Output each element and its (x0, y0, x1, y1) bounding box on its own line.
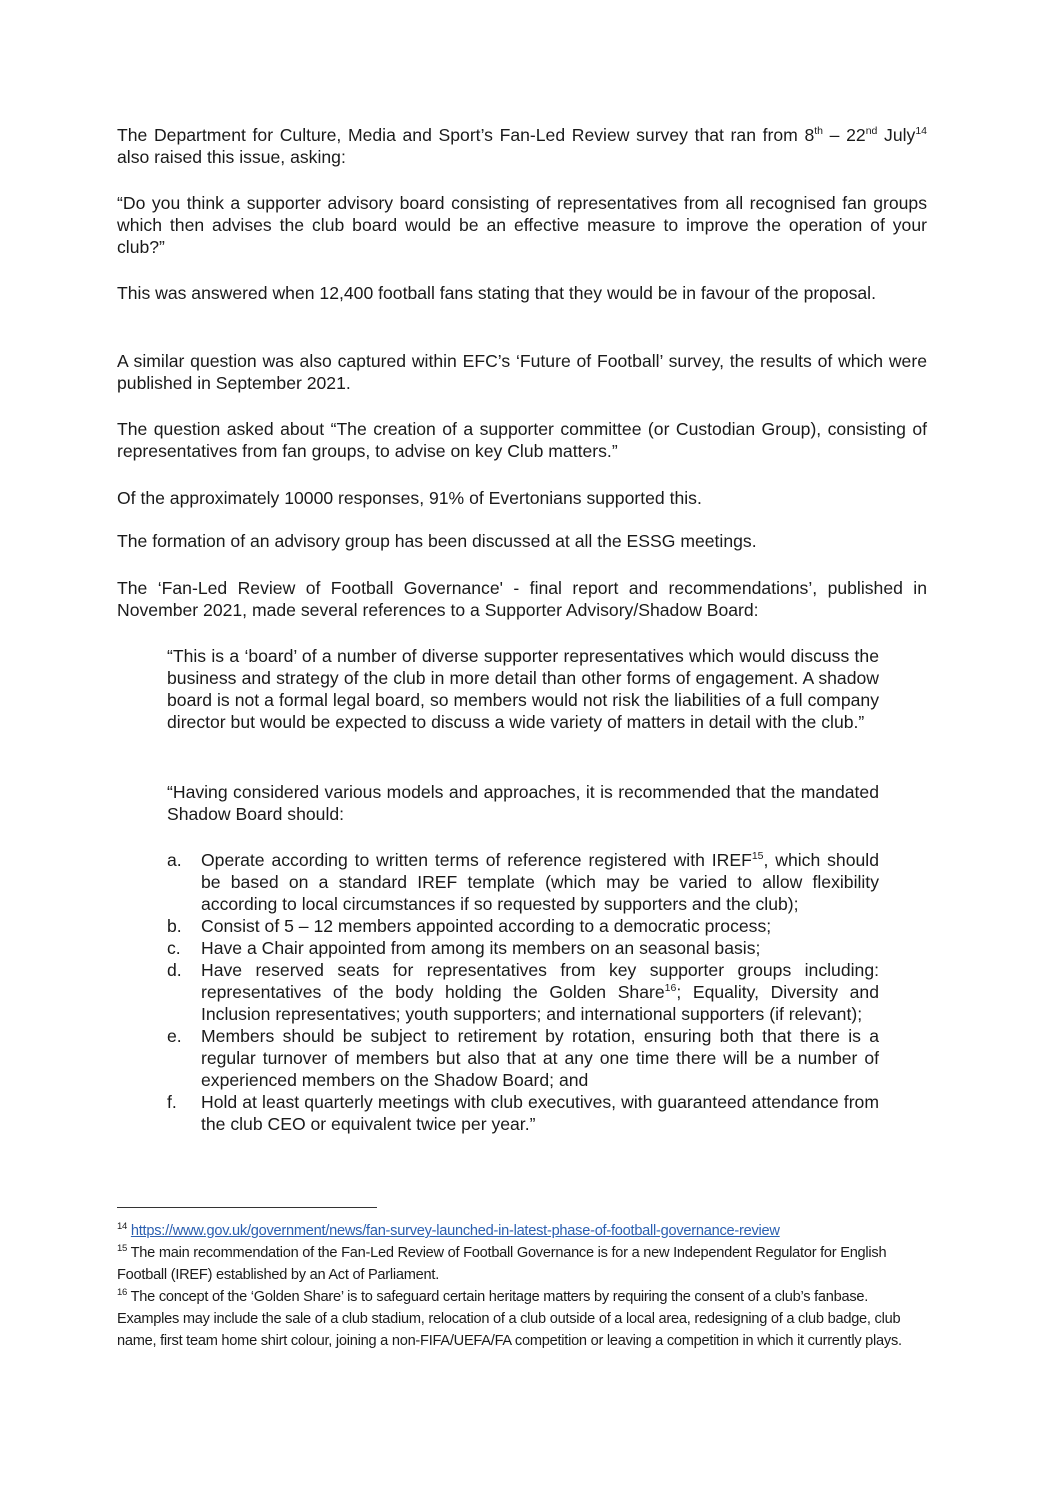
paragraph-survey-question: “Do you think a supporter advisory board consisting of representatives from all recognised fan groups which then advises the club board would be an effective measure to improve the operation of your club?” (117, 193, 927, 257)
list-item-text: Have reserved seats for representatives from key supporter groups including: representatives of the body holding the Golden Share (201, 960, 879, 1002)
list-marker: c. (167, 938, 181, 958)
recommendations-list (167, 849, 879, 1135)
footnote-separator (117, 1207, 377, 1208)
paragraph-responses: Of the approximately 10000 responses, 91% of Evertonians supported this. (117, 488, 702, 508)
paragraph-text: The Department for Culture, Media and Sport’s Fan-Led Review survey that ran from 8 (117, 125, 815, 145)
list-item (167, 1091, 879, 1135)
quote-recommendation-intro: “Having considered various models and approaches, it is recommended that the mandated Shadow Board should: (167, 782, 879, 824)
footnote-text: The concept of the ‘Golden Share’ is to safeguard certain heritage matters by requiring the consent of a club’s fanbase. Examples may include the sale of a club stadium, relocation of a club outside of a local area, redesigning of a club badge, club name, first team home shirt colour, joining a non-FIFA/UEFA/FA competition or leaving a competition in which it currently plays. (117, 1289, 902, 1349)
footnote-number: 14 (117, 1221, 128, 1232)
list-item (167, 937, 879, 959)
list-item-text: Operate according to written terms of reference registered with IREF (201, 850, 752, 870)
list-item-text: Consist of 5 – 12 members appointed according to a democratic process; (201, 916, 772, 936)
list-item (167, 915, 879, 937)
list-item-text: Have a Chair appointed from among its members on an seasonal basis; (201, 938, 761, 958)
quote-shadow-board-definition: “This is a ‘board’ of a number of diverse supporter representatives which would discuss the business and strategy of the club in more detail than other forms of engagement. A shadow board is not a formal legal board, so members would not risk the liabilities of a full company director but would be expected to discuss a wide variety of matters in detail with the club.” (167, 646, 879, 732)
footnote-ref-14[interactable]: 14 (915, 125, 927, 137)
list-item-text: Members should be subject to retirement by rotation, ensuring both that there is a regular turnover of members but also that at any one time there will be a number of experienced members on the Shadow Board; and (201, 1026, 879, 1090)
footnote-number: 16 (117, 1287, 128, 1298)
footnote-link[interactable]: https://www.gov.uk/government/news/fan-survey-launched-in-latest-phase-of-football-governance-review (130, 1223, 780, 1239)
paragraph-efc-survey: A similar question was also captured within EFC’s ‘Future of Football’ survey, the results of which were published in September 2021. (117, 351, 927, 393)
list-item (167, 959, 879, 1025)
paragraph-question-asked: The question asked about “The creation of a supporter committee (or Custodian Group), consisting of representatives from fan groups, to advise on key Club matters.” (117, 419, 927, 461)
list-marker: e. (167, 1026, 182, 1046)
list-item-text: , which should be based on a standard IREF template (which may be varied to allow flexibility according to local circumstances if so requested by supporters and the club); (201, 850, 879, 914)
footnote-text: The main recommendation of the Fan-Led Review of Football Governance is for a new Independent Regulator for English Football (IREF) established by an Act of Parliament. (117, 1245, 887, 1283)
list-marker: f. (167, 1092, 177, 1112)
footnote-number: 15 (117, 1243, 128, 1254)
footnote-14 (117, 1220, 932, 1242)
paragraph-essg: The formation of an advisory group has been discussed at all the ESSG meetings. (117, 531, 757, 551)
ordinal-suffix: th (814, 125, 824, 137)
paragraph-text: – 22 (823, 125, 866, 145)
list-marker: d. (167, 960, 182, 980)
ordinal-suffix: nd (865, 125, 878, 137)
footnote-15 (117, 1242, 932, 1286)
footnote-ref-15[interactable]: 15 (751, 850, 764, 862)
paragraph-dcms-survey (117, 124, 927, 168)
list-marker: b. (167, 916, 182, 936)
list-item-text: Hold at least quarterly meetings with club executives, with guaranteed attendance from the club CEO or equivalent twice per year.” (201, 1092, 879, 1134)
list-item (167, 1025, 879, 1091)
paragraph-text: July (877, 125, 916, 145)
footnotes (117, 1220, 932, 1352)
paragraph-fan-led-review: The ‘Fan-Led Review of Football Governance' - final report and recommendations’, published in November 2021, made several references to a Supporter Advisory/Shadow Board: (117, 578, 927, 620)
list-marker: a. (167, 850, 182, 870)
paragraph-text: also raised this issue, asking: (117, 147, 346, 167)
footnote-16 (117, 1286, 932, 1352)
list-item (167, 849, 879, 915)
paragraph-answer: This was answered when 12,400 football fans stating that they would be in favour of the proposal. (117, 283, 876, 303)
list-item-text: ; Equality, Diversity and Inclusion representatives; youth supporters; and international supporters (if relevant); (201, 982, 880, 1024)
footnote-ref-16[interactable]: 16 (664, 982, 677, 994)
